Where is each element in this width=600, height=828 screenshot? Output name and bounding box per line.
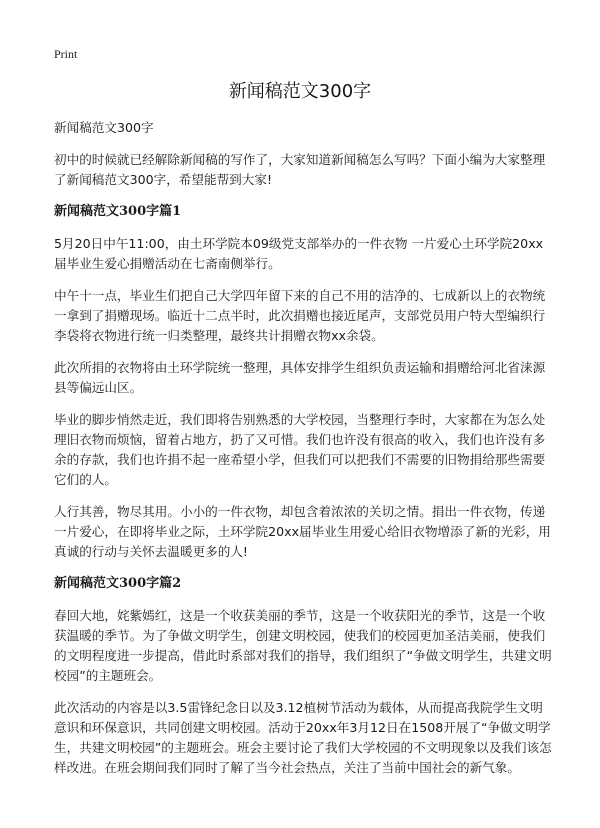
section-2-paragraph-1: 春回大地，姹紫嫣红，这是一个收获美丽的季节，这是一个收获阳光的季节，这是一个收获温暖的季节。为了争做文明学生，创建文明校园，使我们的校园更加圣洁美丽，使我们的文明程度进一步提高，借此时系部对我们的指导，我们组织了“争做文明学生，共建文明校园”的主题班会。 xyxy=(54,608,552,683)
section-2-paragraph-2: 此次活动的内容是以3.5雷锋纪念日以及3.12植树节活动为载体，从而提高我院学生文明意识和环保意识，共同创建文明校园。活动于20xx年3月12日在1508开展了“争做文明学生，共建文明校园”的主题班会。班会主要讨论了我们大学校园的不文明现象以及我们该怎样改进。在班会期间我们同时了解了当今社会热点，关注了当前中国社会的新气象。 xyxy=(54,700,552,775)
intro-paragraph: 初中的时候就已经解除新闻稿的写作了，大家知道新闻稿怎么写吗？下面小编为大家整理了新闻稿范文300字，希望能帮到大家! xyxy=(54,152,546,187)
article-body xyxy=(54,118,554,790)
article-subtitle: 新闻稿范文300字 xyxy=(54,120,154,135)
print-link[interactable]: Print xyxy=(54,47,78,61)
section-heading-2: 新闻稿范文300字篇2 xyxy=(54,576,182,591)
section-1-paragraph-3: 此次所捐的衣物将由土环学院统一整理，具体安排学生组织负责运输和捐赠给河北省涞源县等偏远山区。 xyxy=(54,360,546,395)
section-1-paragraph-5: 人行其善，物尽其用。小小的一件衣物，却包含着浓浓的关切之情。捐出一件衣物，传递一片爱心，在即将毕业之际，土环学院20xx届毕业生用爱心给旧衣物增添了新的光彩，用真诚的行动与关怀去温暖更多的人! xyxy=(54,504,551,559)
section-1-paragraph-2: 中午十一点，毕业生们把自己大学四年留下来的自己不用的洁净的、七成新以上的衣物统一拿到了捐赠现场。临近十二点半时，此次捐赠也接近尾声，支部党员用户特大型编织行李袋将衣物进行统一归类整理，最终共计捐赠衣物xx余袋。 xyxy=(54,288,546,343)
section-1-paragraph-4: 毕业的脚步悄然走近，我们即将告别熟悉的大学校园，当整理行李时，大家都在为怎么处理旧衣物而烦恼，留着占地方，扔了又可惜。我们也许没有很高的收入，我们也许没有多余的存款，我们也许捐不起一座希望小学，但我们可以把我们不需要的旧物捐给那些需要它们的人。 xyxy=(54,412,546,487)
section-heading-1: 新闻稿范文300字篇1 xyxy=(54,204,182,219)
section-1-paragraph-1: 5月20日中午11:00，由土环学院本09级党支部举办的一件衣物 一片爱心土环学院20xx届毕业生爱心捐赠活动在七斋南侧举行。 xyxy=(54,236,544,271)
page-title: 新闻稿范文300字 xyxy=(228,81,372,102)
